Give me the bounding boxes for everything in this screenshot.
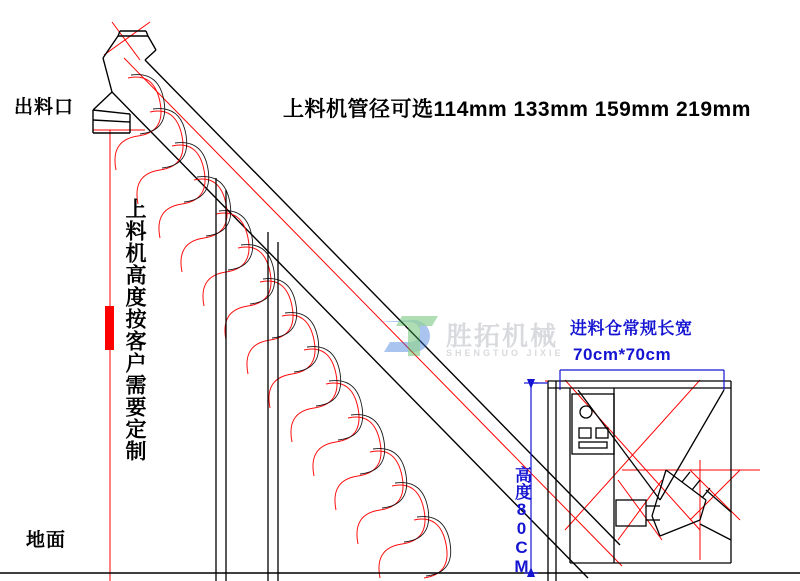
height-custom-label: 上料机高度按客户需要定制: [123, 198, 146, 462]
drive-cross-line-b: [112, 22, 140, 60]
support-frame: [216, 178, 559, 581]
watermark-pinyin: SHENGTUO JIXIE: [446, 348, 564, 358]
pipe-diameter-label: 上料机管径可选114mm 133mm 159mm 219mm: [283, 98, 751, 121]
height-80cm-label: 高度80CM: [512, 466, 531, 576]
height-dimension-marker: [105, 306, 114, 350]
watermark: [372, 312, 572, 372]
ground-label: 地面: [26, 530, 67, 551]
st-logo-icon: [372, 312, 442, 368]
outlet-label: 出料口: [14, 97, 75, 118]
feed-hopper-assembly: [548, 381, 731, 563]
drive-cross-line-a: [104, 22, 150, 55]
hopper-size-title: 进料仓常规长宽: [570, 319, 693, 338]
hopper-size-value: 70cm*70cm: [573, 345, 672, 364]
watermark-name: 胜拓机械: [446, 321, 559, 351]
